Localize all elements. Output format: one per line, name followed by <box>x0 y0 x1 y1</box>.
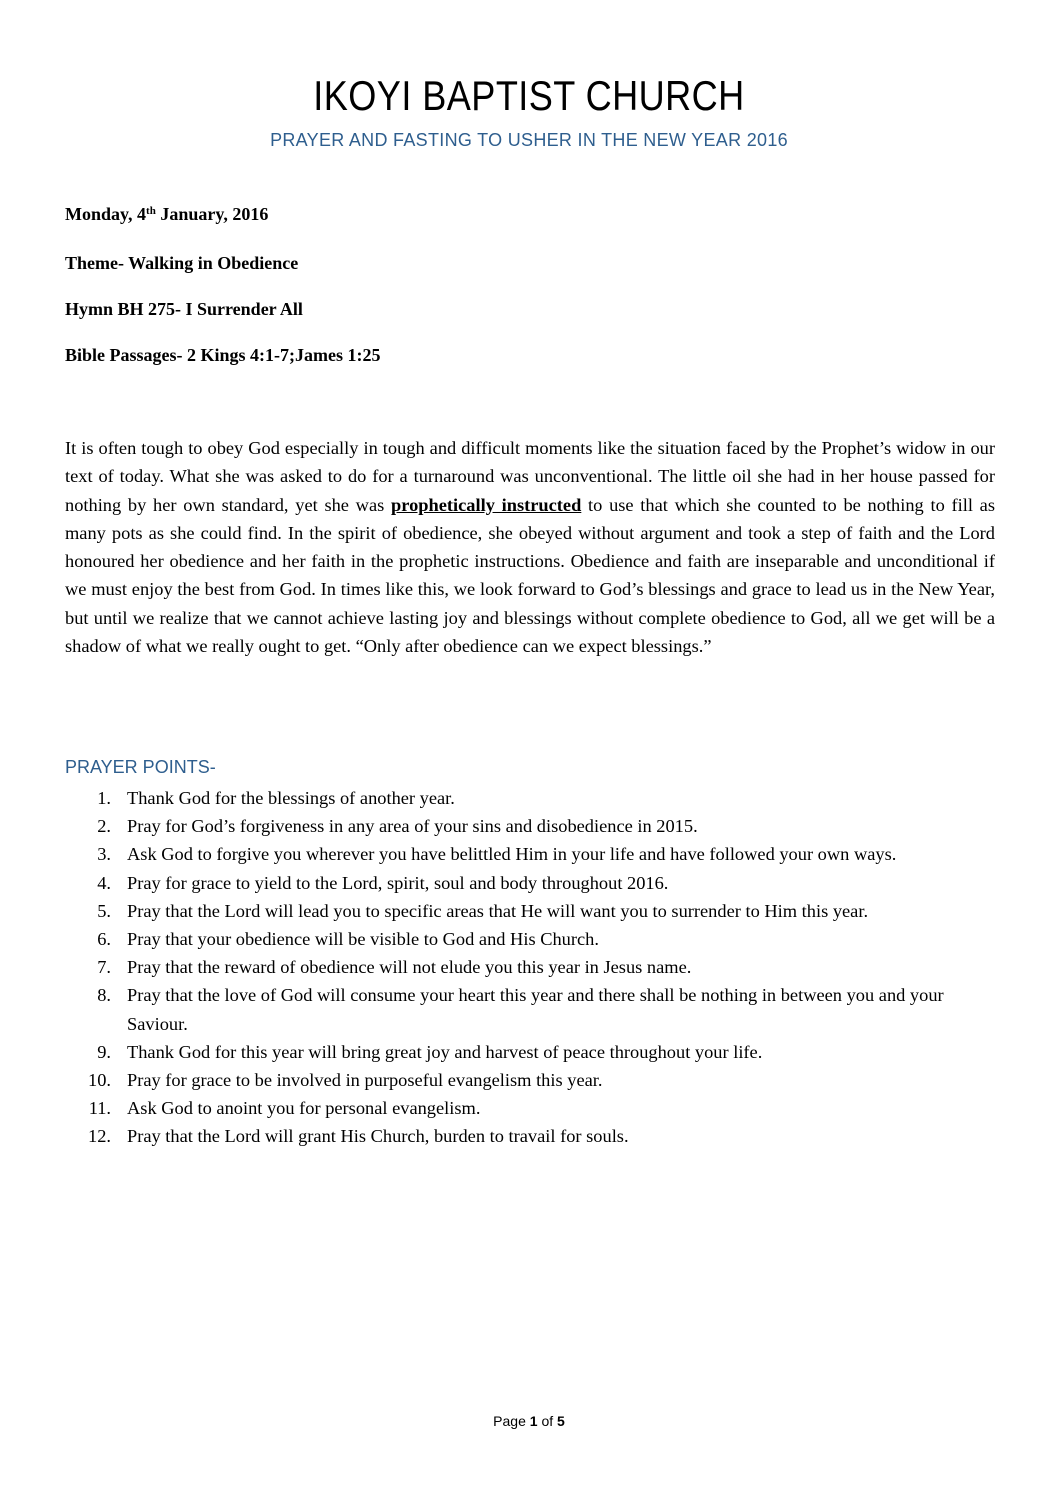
list-item-number: 11. <box>88 1098 111 1119</box>
list-item-text: Pray that the Lord will lead you to specific areas that He will want you to surrender to Him this year. <box>127 900 869 921</box>
footer-page-word: Page <box>493 1413 530 1429</box>
list-item <box>65 925 995 953</box>
bible-passages-line: Bible Passages- 2 Kings 4:1-7;James 1:25 <box>65 345 381 365</box>
list-item-number: 10. <box>88 1070 111 1091</box>
list-item-number: 7. <box>97 957 111 978</box>
date-superscript: th <box>146 205 156 217</box>
list-item-text: Pray that the Lord will grant His Church, burden to travail for souls. <box>127 1126 629 1147</box>
list-item-number: 9. <box>97 1041 111 1062</box>
list-item-text: Pray that the love of God will consume your heart this year and there shall be nothing in between you and your Saviour. <box>127 985 944 1034</box>
list-item <box>65 981 995 1037</box>
date-line <box>65 203 268 225</box>
paragraph-part-2: to use that which she counted to be nothing to fill as many pots as she could find. In the spirit of obedience, she obeyed without argument and took a step of faith and the Lord honoured her obedience and her faith in the prophetic instructions. Obedience and faith are inseparable and unconditional if we must enjoy the best from God. In times like this, we look forward to God’s blessings and grace to lead us in the New Year, but until we realize that we cannot achieve lasting joy and blessings without complete obedience to God, all we get will be a shadow of what we really ought to get. “Only after obedience can we expect blessings.” <box>65 494 995 657</box>
theme-line: Theme- Walking in Obedience <box>65 253 299 273</box>
list-item-text: Thank God for this year will bring great joy and harvest of peace throughout your life. <box>127 1041 763 1062</box>
hymn-line: Hymn BH 275- I Surrender All <box>65 299 303 319</box>
list-item <box>65 897 995 925</box>
footer-of-word: of <box>537 1413 558 1429</box>
list-item <box>65 784 995 812</box>
page-subtitle: PRAYER AND FASTING TO USHER IN THE NEW YEAR 2016 <box>270 130 788 150</box>
list-item <box>65 1038 995 1066</box>
prayer-points-heading: PRAYER POINTS- <box>65 757 216 777</box>
list-item-text: Thank God for the blessings of another year. <box>127 788 455 808</box>
list-item <box>65 1122 995 1150</box>
list-item-text: Pray that the reward of obedience will not elude you this year in Jesus name. <box>127 957 692 978</box>
page-footer <box>0 1412 1058 1430</box>
list-item-text: Pray for grace to be involved in purposeful evangelism this year. <box>127 1070 603 1091</box>
list-item-number: 2. <box>97 816 111 837</box>
date-suffix: January, 2016 <box>155 204 269 224</box>
list-item-number: 12. <box>88 1126 111 1147</box>
paragraph-part-1: It is often tough to obey God especially in tough and difficult moments like the situation faced by the Prophet’s widow in our text of today. What she was asked to do for a turnaround was unconventional. The little oil she had in her house passed for nothing by her own standard, yet she was <box>65 438 995 515</box>
list-item-text: Ask God to anoint you for personal evangelism. <box>127 1098 481 1119</box>
list-item-number: 8. <box>97 985 111 1006</box>
list-item-number: 5. <box>97 900 111 921</box>
list-item <box>65 953 995 981</box>
paragraph-emphasis: prophetically instructed <box>391 494 582 515</box>
list-item-text: Pray for God’s forgiveness in any area of your sins and disobedience in 2015. <box>127 816 698 837</box>
devotional-paragraph <box>65 434 995 660</box>
list-item-text: Ask God to forgive you wherever you have belittled Him in your life and have followed your own ways. <box>127 844 897 865</box>
list-item-number: 4. <box>97 872 111 893</box>
page-title: IKOYI BAPTIST CHURCH <box>313 72 745 119</box>
list-item <box>65 1066 995 1094</box>
list-item-number: 1. <box>97 788 111 808</box>
footer-total-pages: 5 <box>557 1413 565 1429</box>
list-item-text: Pray for grace to yield to the Lord, spirit, soul and body throughout 2016. <box>127 872 669 893</box>
list-item <box>65 1094 995 1122</box>
prayer-points-list <box>65 784 995 1151</box>
list-item <box>65 869 995 897</box>
list-item-number: 6. <box>97 929 111 950</box>
date-prefix: Monday, 4 <box>65 204 147 224</box>
list-item <box>65 840 995 868</box>
list-item-text: Pray that your obedience will be visible to God and His Church. <box>127 929 599 950</box>
list-item <box>65 812 995 840</box>
footer-page-number: 1 <box>529 1413 538 1429</box>
list-item-number: 3. <box>97 844 111 865</box>
